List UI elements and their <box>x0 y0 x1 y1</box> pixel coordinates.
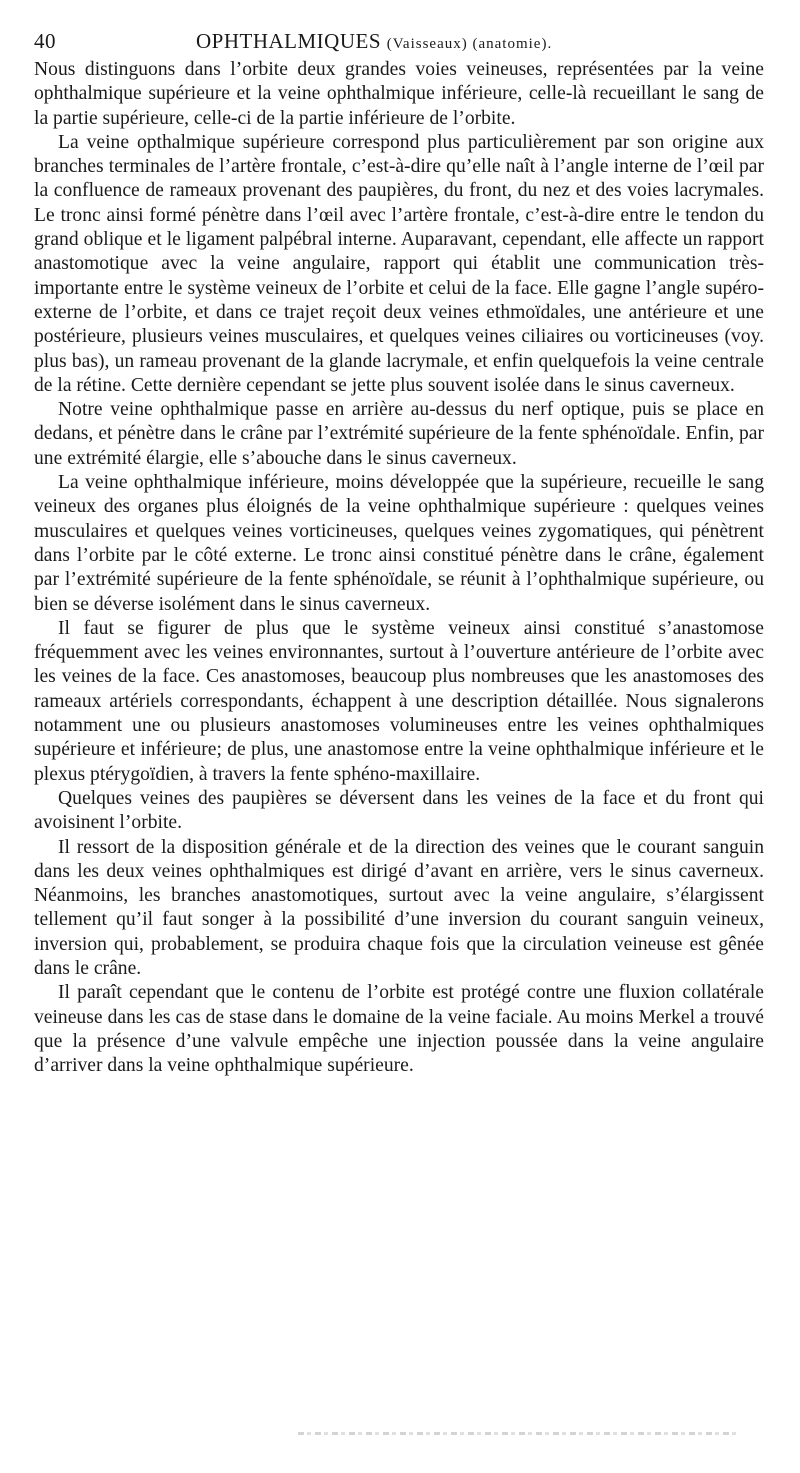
paragraph: La veine ophthalmique inférieure, moins développée que la supérieure, recueille le sang veineux des organes plus éloignés de la veine ophthalmique supérieure : quelques veines musculaires et quelques veines vorticineuses, quelques veines zygomatiques, qui pénètrent dans l’orbite par le côté externe. Le tronc ainsi constitué pénètre dans le crâne, également par l’extrémité supérieure de la fente sphénoïdale, se réunit à l’ophthalmique supérieure, ou bien se déverse isolément dans le sinus caverneux. <box>34 472 764 615</box>
page-header <box>34 26 764 56</box>
paragraph: Notre veine ophthalmique passe en arrière au-dessus du nerf optique, puis se place en dedans, et pénètre dans le crâne par l’extrémité supérieure de la fente sphénoïdale. Enfin, par une extrémité élargie, elle s’abouche dans le sinus caverneux. <box>34 399 764 469</box>
paragraph: La veine opthalmique supérieure correspond plus particulièrement par son origine aux branches terminales de l’artère frontale, c’est-à-dire qu’elle naît à l’angle interne de l’œil par la confluence de rameaux provenant des paupières, du front, du nez et des voies lacrymales. Le tronc ainsi formé pénètre dans l’œil avec l’artère frontale, c’est-à-dire entre le tendon du grand oblique et le ligament palpébral interne. Auparavant, cependant, elle affecte un rapport anastomotique avec la veine angulaire, rapport qui établit une communication très-importante entre le système veineux de l’orbite et celui de la face. Elle gagne l’angle supéro-externe de l’orbite, et dans ce trajet reçoit deux veines ethmoïdales, une antérieure et une postérieure, plusieurs veines musculaires, et quelques veines ciliaires ou vorticineuses (voy. plus bas), un rameau provenant de la glande lacrymale, et enfin quelquefois la veine centrale de la rétine. Cette dernière cependant se jette plus souvent isolée dans le sinus caverneux. <box>34 131 764 396</box>
paragraph: Il faut se figurer de plus que le système veineux ainsi constitué s’anastomose fréquemment avec les veines environnantes, surtout à l’ouverture antérieure de l’orbite avec les veines de la face. Ces anastomoses, beaucoup plus nombreuses que les anastomoses des rameaux artériels correspondants, échappent à une description détaillée. Nous signalerons notamment une ou plusieurs anastomoses volumineuses entre les veines ophthalmiques supérieure et inférieure; de plus, une anastomose entre la veine ophthalmique inférieure et le plexus ptérygoïdien, à travers la fente sphéno-maxillaire. <box>34 617 764 785</box>
page-number: 40 <box>34 29 56 53</box>
paragraph: Il paraît cependant que le contenu de l’orbite est protégé contre une fluxion collatérale veineuse dans les cas de stase dans le domaine de la veine faciale. Au moins Merkel a trouvé que la présence d’une valvule empêche une injection poussée dans la veine angulaire d’arriver dans la veine ophthalmique supérieure. <box>34 982 764 1077</box>
paragraph: Quelques veines des paupières se déversent dans les veines de la face et du front qui avoisinent l’orbite. <box>34 787 764 834</box>
paragraph: Nous distinguons dans l’orbite deux grandes voies veineuses, représentées par la veine ophthalmique supérieure et la veine ophthalmique inférieure, celle-là recueillant le sang de la partie supérieure, celle-ci de la partie inférieure de l’orbite. <box>34 59 764 129</box>
bleed-through-smudge <box>298 1432 738 1435</box>
body-text <box>34 58 764 1078</box>
running-sections: (Vaisseaux) (anatomie). <box>386 36 553 52</box>
running-head <box>196 26 552 59</box>
running-title: OPHTHALMIQUES <box>196 29 381 53</box>
paragraph: Il ressort de la disposition générale et de la direction des veines que le courant sanguin dans les deux veines ophthalmiques est dirigé d’avant en arrière, vers le sinus caverneux. Néanmoins, les branches anastomotiques, surtout avec la veine angulaire, s’élargissent tellement qu’il faut songer à la possibilité d’une inversion du courant sanguin veineux, inversion qui, probablement, se produira chaque fois que la circulation veineuse est gênée dans le crâne. <box>34 836 764 979</box>
book-page <box>34 26 764 1078</box>
